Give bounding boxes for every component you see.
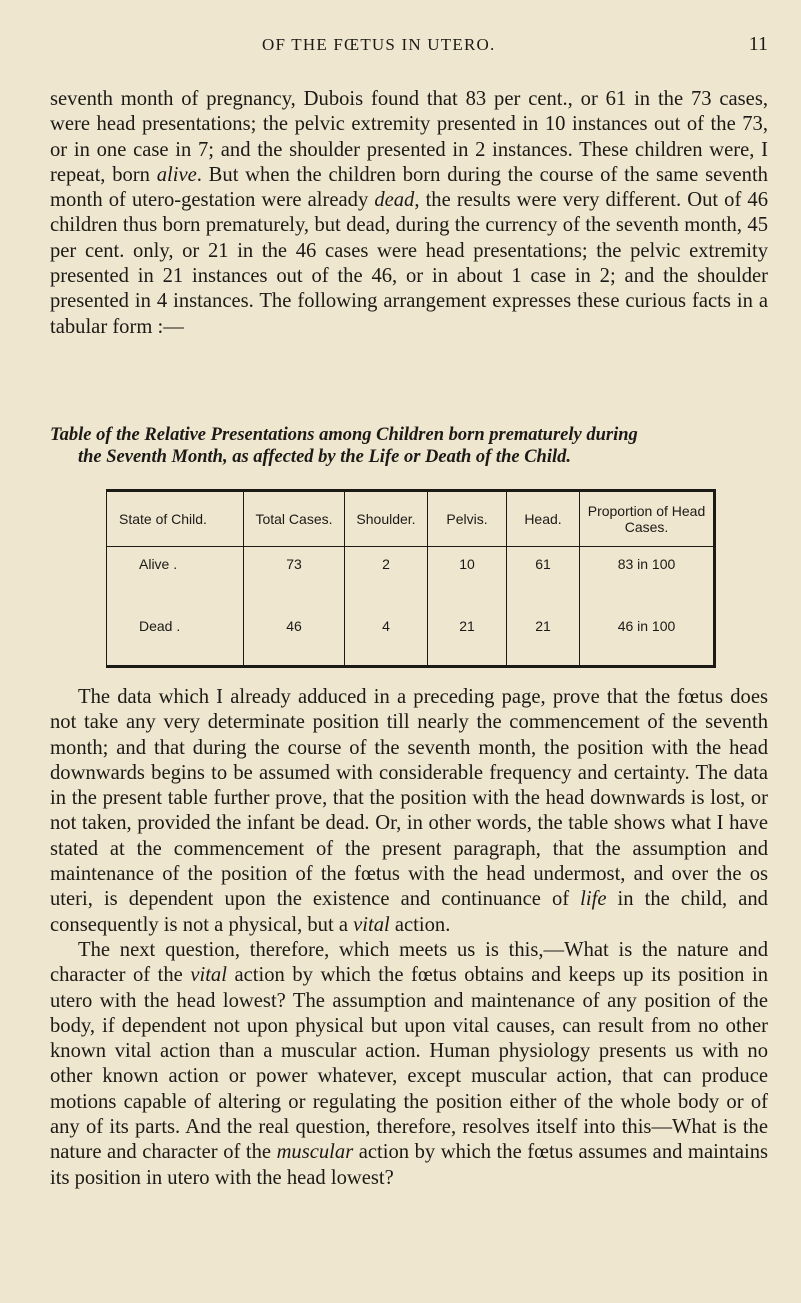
table-row [107,547,713,618]
column-header-pelvis: Pelvis. [428,492,507,547]
table-caption [50,424,768,468]
page-header [50,35,768,63]
cell-total: 73 [244,547,345,618]
cell-head: 61 [507,547,580,618]
cell-pelvis: 10 [428,547,507,618]
cell-proportion: 83 in 100 [580,547,714,618]
page-number: 11 [748,33,768,55]
column-header-shoulder: Shoulder. [345,492,428,547]
column-header-proportion: Proportion of Head Cases. [580,492,714,547]
presentation-table-grid [107,492,713,665]
column-header-total: Total Cases. [244,492,345,547]
cell-total: 46 [244,617,345,665]
paragraph-2-block [50,685,768,1191]
cell-head: 21 [507,617,580,665]
cell-shoulder: 2 [345,547,428,618]
table-caption-line-1: Table of the Relative Presentations among Children born prematurely during [50,425,638,445]
column-header-head: Head. [507,492,580,547]
cell-shoulder: 4 [345,617,428,665]
paragraph-1 [50,87,768,340]
cell-proportion: 46 in 100 [580,617,714,665]
presentation-table [106,489,716,668]
column-header-state: State of Child. [107,492,244,547]
paragraph-3: The next question, therefore, which meets us is this,—What is the nature and character of the vital action by which the fœtus obtains and keeps up its position in utero with the head lowest? The assumption and maintenance of any position of the body, if dependent not upon physical but upon vital causes, can result from no other known vital action than a muscular action. Human physiology presents us with no other known action or power whatever, except muscular action, that can produce motions capable of altering or regulating the position either of the whole body or of any of its parts. And the real question, therefore, resolves itself into this—What is the nature and character of the muscular action by which the fœtus assumes and maintains its position in utero with the head lowest? [50,938,769,1189]
table-row [107,617,713,665]
cell-state: Dead . [139,618,181,635]
table-header-row [107,492,713,547]
running-head: OF THE FŒTUS IN UTERO. [262,35,496,54]
paragraph-1-text: seventh month of pregnancy, Dubois found that 83 per cent., or 61 in the 73 cases, were head presentations; the pelvic extremity presented in 10 instances out of the 73, or in one case in 7; and the shoulder presented in 2 instances. These children were, I repeat, born alive. But when the children born during the course of the same seventh month of utero-gestation were already dead, the results were very different. Out of 46 children thus born prematurely, but dead, during the currency of the seventh month, 45 per cent. only, or 21 in the 46 cases were head presentations; the pelvic extremity presented in 21 instances out of the 46, or in about 1 case in 2; and the shoulder presented in 4 instances. The following arrangement expresses these curious facts in a tabular form :— [50,88,768,338]
paragraph-2: The data which I already adduced in a preceding page, prove that the fœtus does not take any very determinate position till nearly the commencement of the seventh month; and that during the course of the seventh month, the position with the head downwards begins to be assumed with considerable frequency and certainty. The data in the present table further prove, that the position with the head downwards is lost, or not taken, provided the infant be dead. Or, in other words, the table shows what I have stated at the commencement of the present paragraph, that the assumption and maintenance of the position of the fœtus with the head undermost, and over the os uteri, is dependent upon the existence and continuance of life in the child, and consequently is not a physical, but a vital action. [50,686,768,936]
cell-state: Alive . [139,556,178,572]
table-caption-line-2: the Seventh Month, as affected by the Life or Death of the Child. [78,447,571,467]
cell-pelvis: 21 [428,617,507,665]
